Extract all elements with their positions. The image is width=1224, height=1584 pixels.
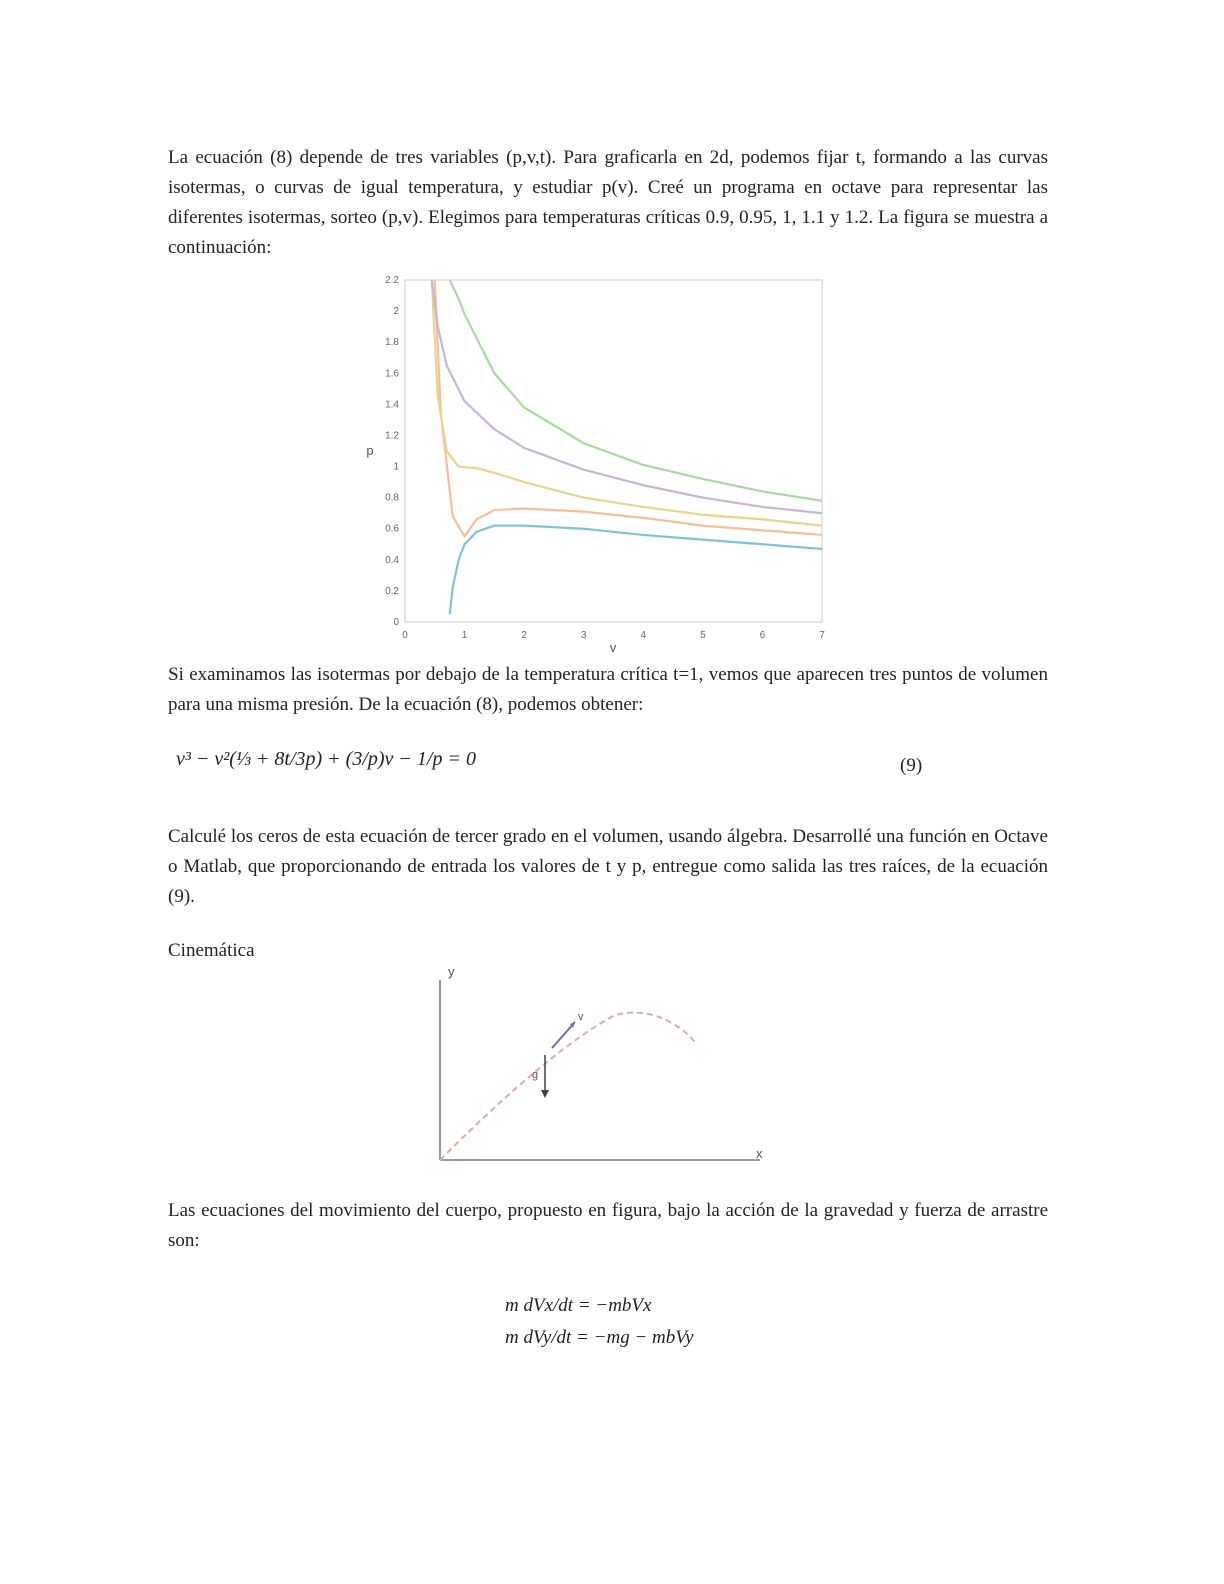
paragraph-roots: Calculé los ceros de esta ecuación de tercer grado en el volumen, usando álgebra. Desarrollé una función en Octave o Matlab, que proporcionando de entrada los valores de t y p, entregue como salida las tres raíces, de la ecuación (9).: [168, 826, 1048, 907]
gravity-arrow-head: [541, 1090, 549, 1098]
equation-number: (9): [900, 755, 923, 776]
projectile-diagram: [420, 960, 780, 1170]
x-tick-label: 2: [521, 630, 527, 641]
isotherm-chart: [360, 270, 840, 660]
x-tick-label: 7: [819, 630, 825, 641]
y-axis-label: y: [448, 964, 455, 979]
y-tick-label: 0.8: [385, 492, 399, 504]
y-tick-label: 1.4: [385, 399, 399, 411]
equation-vy: m dVy/dt = −mg − mbVy: [505, 1327, 694, 1348]
chart-axes: [405, 280, 822, 622]
paragraph-motion-equations: Las ecuaciones del movimiento del cuerpo, propuesto en figura, bajo la acción de la gravedad y fuerza de arrastre son:: [168, 1200, 1048, 1251]
gravity-label: g: [532, 1069, 539, 1081]
x-tick-label: 1: [461, 630, 468, 641]
x-tick-label: 4: [640, 630, 647, 641]
y-tick-label: 2: [393, 306, 399, 318]
section-heading-cinematica: Cinemática: [168, 940, 255, 961]
chart-y-axis-label: p: [366, 443, 374, 458]
y-tick-label: 0.2: [385, 585, 399, 597]
x-axis-label: x: [756, 1146, 763, 1161]
trajectory-curve: [440, 1013, 696, 1160]
y-tick-label: 2.2: [385, 275, 399, 286]
equation-system: [505, 1290, 694, 1354]
y-tick-label: 0: [393, 617, 399, 628]
y-tick-label: 1.8: [385, 337, 399, 349]
paragraph-isotherms-intro: La ecuación (8) depende de tres variables (p,v,t). Para graficarla en 2d, podemos fijar t, formando a las curvas isotermas, o curvas de igual temperatura, y estudiar p(v). Creé un programa en octave para representar las diferentes isotermas, sorteo (p,v). Elegimos para temperaturas críticas 0.9, 0.95, 1, 1.1 y 1.2. La figura se muestra a continuación:: [168, 147, 1048, 258]
x-tick-label: 5: [700, 630, 706, 641]
velocity-label: v: [578, 1011, 584, 1023]
x-tick-label: 0: [402, 630, 408, 641]
y-tick-label: 0.6: [385, 523, 399, 535]
x-tick-label: 3: [580, 630, 587, 641]
y-tick-label: 1.6: [385, 368, 399, 380]
plot-area: [405, 280, 822, 622]
equation-cubic-volume: v³ − v²(⅓ + 8t/3p) + (3/p)v − 1/p = 0: [176, 748, 476, 770]
chart-x-axis-label: v: [609, 640, 617, 655]
y-tick-label: 1.2: [385, 430, 399, 442]
y-tick-label: 1: [393, 461, 399, 473]
equation-vx: m dVx/dt = −mbVx: [505, 1295, 652, 1316]
paragraph-subcritical: Si examinamos las isotermas por debajo de la temperatura crítica t=1, vemos que aparecen tres puntos de volumen para una misma presión. De la ecuación (8), podemos obtener:: [168, 664, 1048, 715]
x-tick-label: 6: [759, 630, 766, 641]
y-tick-label: 0.4: [385, 554, 399, 566]
